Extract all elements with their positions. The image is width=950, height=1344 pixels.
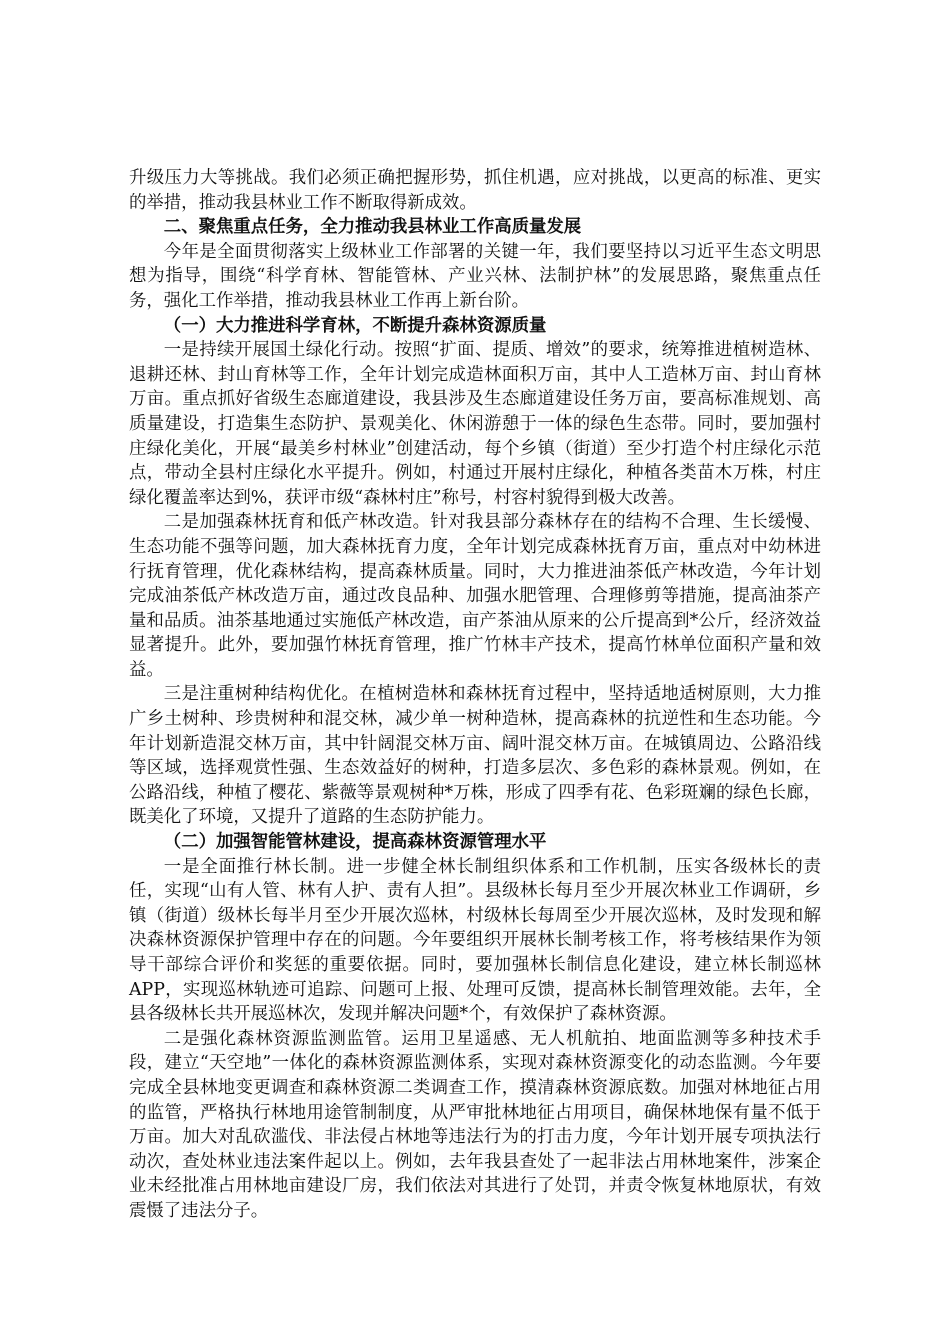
paragraph-continued: 升级压力大等挑战。我们必须正确把握形势，抓住机遇，应对挑战，以更高的标准、更实的举措，推动我县林业工作不断取得新成效。	[129, 168, 821, 213]
paragraph: 一是全面推行林长制。进一步健全林长制组织体系和工作机制，压实各级林长的责任，实现“山有人管、林有人护、责有人担”。县级林长每月至少开展次林业工作调研，乡镇（街道）级林长每半月至少开展次巡林，村级林长每周至少开展次巡林，及时发现和解决森林资源保护管理中存在的问题。今年要组织开展林长制考核工作，将考核结果作为领导干部综合评价和奖惩的重要依据。同时，要加强林长制信息化建设，建立林长制巡林APP，实现巡林轨迹可追踪、问题可上报、处理可反馈，提高林长制管理效能。去年，全县各级林长共开展巡林次，发现并解决问题*个，有效保护了森林资源。	[129, 856, 821, 1025]
paragraph: 今年是全面贯彻落实上级林业工作部署的关键一年，我们要坚持以习近平生态文明思想为指导，围绕“科学育林、智能管林、产业兴林、法制护林”的发展思路，聚焦重点任务，强化工作举措，推动我县林业工作再上新台阶。	[129, 241, 821, 311]
paragraph: 二是加强森林抚育和低产林改造。针对我县部分森林存在的结构不合理、生长缓慢、生态功能不强等问题，加大森林抚育力度，全年计划完成森林抚育万亩，重点对中幼林进行抚育管理，优化森林结构，提高森林质量。同时，大力推进油茶低产林改造，今年计划完成油茶低产林改造万亩，通过改良品种、加强水肥管理、合理修剪等措施，提高油茶产量和品质。油茶基地通过实施低产林改造，亩产茶油从原来的公斤提高到*公斤，经济效益显著提升。此外，要加强竹林抚育管理，推广竹林丰产技术，提高竹林单位面积产量和效益。	[129, 512, 821, 680]
paragraph: 一是持续开展国土绿化行动。按照“扩面、提质、增效”的要求，统筹推进植树造林、退耕还林、封山育林等工作，全年计划完成造林面积万亩，其中人工造林万亩、封山育林万亩。重点抓好省级生态廊道建设，我县涉及生态廊道建设任务万亩，要高标准规划、高质量建设，打造集生态防护、景观美化、休闲游憩于一体的绿色生态带。同时，要加强村庄绿化美化，开展“最美乡村林业”创建活动，每个乡镇（街道）至少打造个村庄绿化示范点，带动全县村庄绿化水平提升。例如，村通过开展村庄绿化，种植各类苗木万株，村庄绿化覆盖率达到%，获评市级“森林村庄”称号，村容村貌得到极大改善。	[129, 340, 821, 508]
paragraph: 三是注重树种结构优化。在植树造林和森林抚育过程中，坚持适地适树原则，大力推广乡土树种、珍贵树种和混交林，减少单一树种造林，提高森林的抗逆性和生态功能。今年计划新造混交林万亩，其中针阔混交林万亩、阔叶混交林万亩。在城镇周边、公路沿线等区域，选择观赏性强、生态效益好的树种，打造多层次、多色彩的森林景观。例如，在公路沿线，种植了樱花、紫薇等景观树种*万株，形成了四季有花、色彩斑斓的绿色长廊，既美化了环境，又提升了道路的生态防护能力。	[129, 684, 821, 828]
subsection-heading: （一）大力推进科学育林，不断提升森林资源质量	[163, 315, 547, 336]
section-heading: 二、聚焦重点任务，全力推动我县林业工作高质量发展	[163, 217, 582, 238]
subsection-heading: （二）加强智能管林建设，提高森林资源管理水平	[163, 832, 547, 853]
document-page	[129, 166, 821, 1224]
paragraph: 二是强化森林资源监测监管。运用卫星遥感、无人机航拍、地面监测等多种技术手段，建立“天空地”一体化的森林资源监测体系，实现对森林资源变化的动态监测。今年要完成全县林地变更调查和森林资源二类调查工作，摸清森林资源底数。加强对林地征占用的监管，严格执行林地用途管制制度，从严审批林地征占用项目，确保林地保有量不低于万亩。加大对乱砍滥伐、非法侵占林地等违法行为的打击力度，今年计划开展专项执法行动次，查处林业违法案件起以上。例如，去年我县查处了一起非法占用林地案件，涉案企业未经批准占用林地亩建设厂房，我们依法对其进行了处罚，并责令恢复林地原状，有效震慑了违法分子。	[129, 1028, 821, 1221]
